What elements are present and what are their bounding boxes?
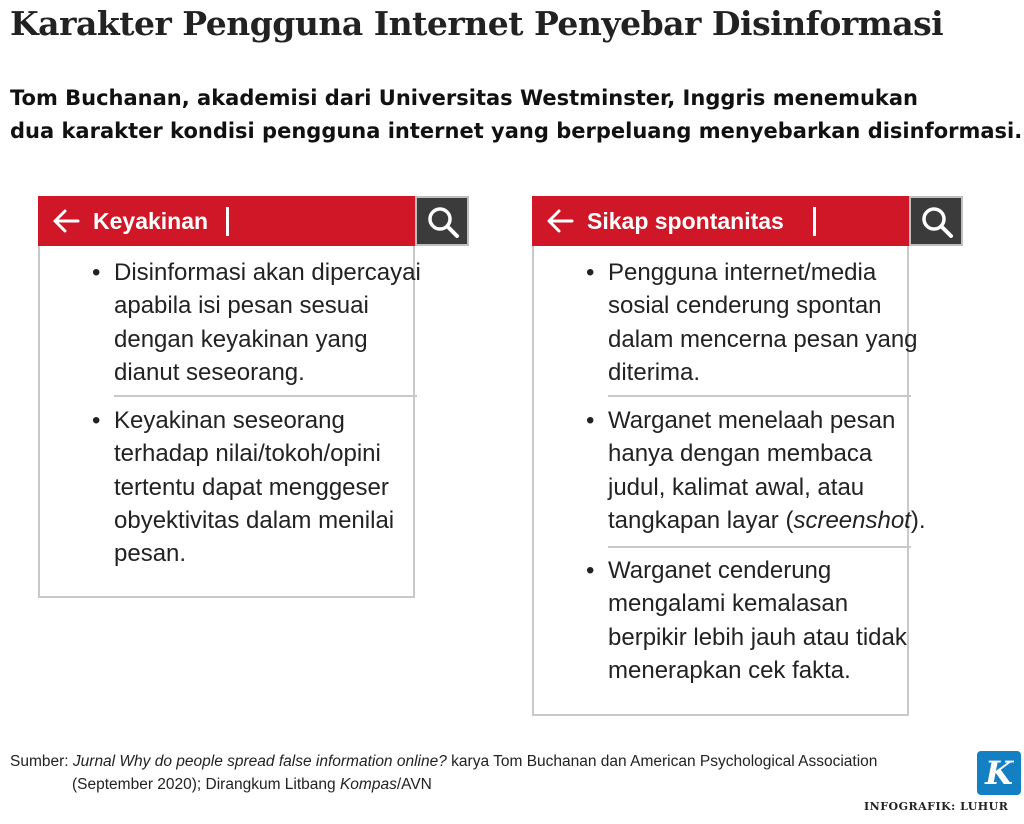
search-bar[interactable] xyxy=(532,196,909,246)
search-button[interactable] xyxy=(415,196,469,246)
card-keyakinan xyxy=(38,196,469,598)
list-item: • Keyakinan seseorang terhadap nilai/tokoh/opini tertentu dapat menggeser obyektivitas dalam menilai pesan. xyxy=(114,404,394,570)
list-item: • Disinformasi akan dipercayai apabila isi pesan sesuai dengan keyakinan yang dianut seseorang. xyxy=(114,256,421,389)
kompas-logo: K xyxy=(977,751,1021,795)
result-panel xyxy=(38,246,421,598)
bullet: • xyxy=(586,557,595,584)
bullet: • xyxy=(92,259,101,286)
back-arrow-icon[interactable] xyxy=(52,207,80,235)
intro-text xyxy=(10,82,1023,148)
list-item: • Warganet menelaah pesan hanya dengan membaca judul, kalimat awal, atau tangkapan layar (screenshot). xyxy=(608,404,926,537)
source-note: Sumber: Jurnal Why do people spread false information online? karya Tom Buchanan dan American Psychological Association (September 2020); Dirangkum Litbang Kompas/AVN xyxy=(10,753,878,793)
result-panel xyxy=(532,246,926,716)
divider xyxy=(114,395,417,397)
text-cursor xyxy=(813,207,816,236)
intro-line: dua karakter kondisi pengguna internet yang berpeluang menyebarkan disinformasi. xyxy=(10,119,1023,143)
search-query-text[interactable]: Sikap spontanitas xyxy=(587,208,784,234)
divider xyxy=(608,546,911,548)
search-bar[interactable] xyxy=(38,196,415,246)
search-icon xyxy=(920,205,956,241)
back-arrow-icon[interactable] xyxy=(546,207,574,235)
list-item: • Warganet cenderung mengalami kemalasan berpikir lebih jauh atau tidak menerapkan cek fakta. xyxy=(608,554,907,687)
bullet: • xyxy=(586,259,595,286)
bullet: • xyxy=(92,407,101,434)
page-title: Karakter Pengguna Internet Penyebar Disinformasi xyxy=(10,4,944,43)
bullet: • xyxy=(586,407,595,434)
search-icon xyxy=(426,205,462,241)
search-button[interactable] xyxy=(909,196,963,246)
intro-line: Tom Buchanan, akademisi dari Universitas Westminster, Inggris menemukan xyxy=(10,86,918,110)
infographic-credit: INFOGRAFIK: LUHUR xyxy=(864,800,1009,813)
text-cursor xyxy=(226,207,229,236)
card-sikap-spontanitas xyxy=(532,196,963,716)
search-query-text[interactable]: Keyakinan xyxy=(93,208,209,234)
divider xyxy=(608,395,911,397)
list-item: • Pengguna internet/media sosial cenderung spontan dalam mencerna pesan yang diterima. xyxy=(608,256,918,389)
